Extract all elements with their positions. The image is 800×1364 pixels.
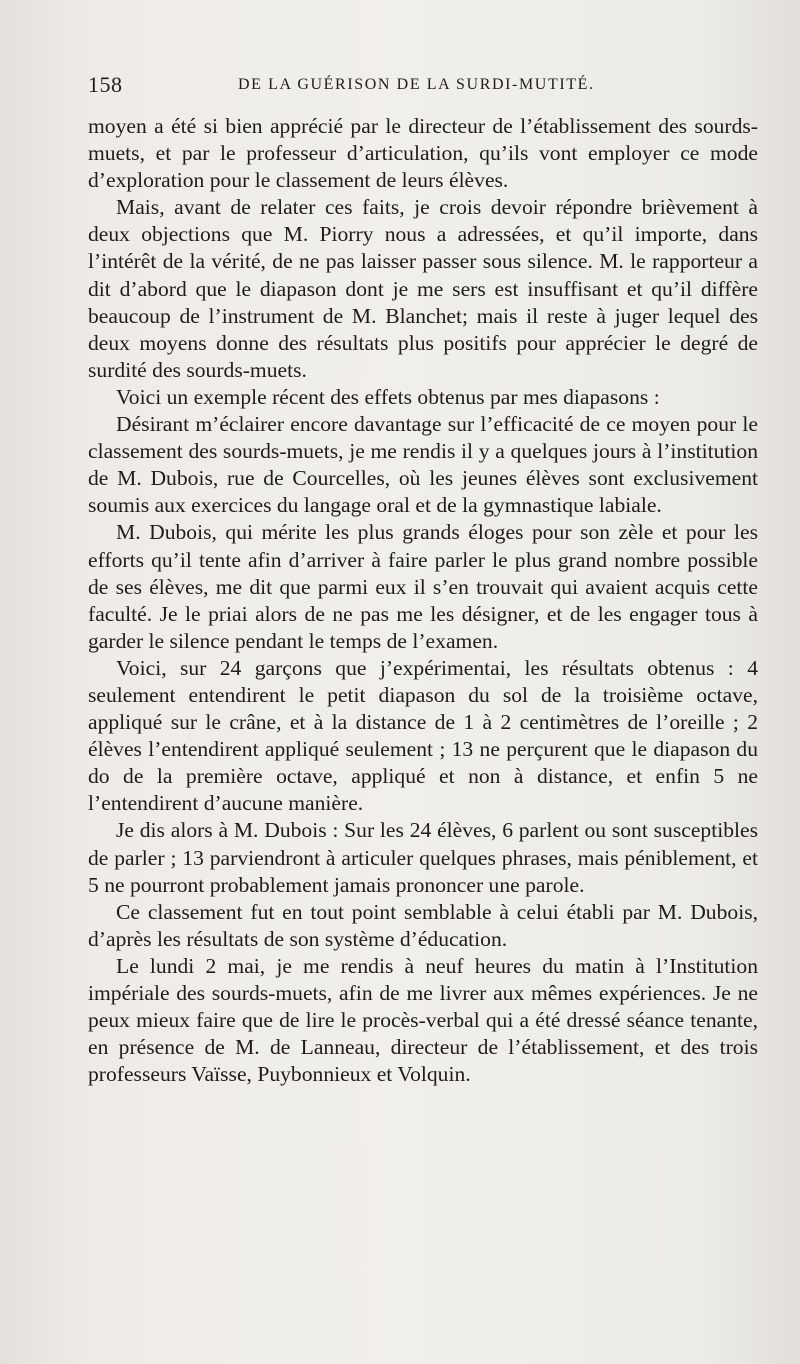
paragraph: Je dis alors à M. Dubois : Sur les 24 élèves, 6 parlent ou sont susceptibles de parler ; 13 parviendront à articuler quelques phrases, mais péniblement, et 5 ne pourront probablement jamais prononcer une parole. [88, 818, 758, 897]
page-number: 158 [88, 72, 123, 97]
paragraph: moyen a été si bien apprécié par le directeur de l’établissement des sourds-muets, et par le professeur d’articulation, qu’ils vont employer ce mode d’exploration pour le classement de leurs élèves. [88, 114, 758, 193]
paragraph: Ce classement fut en tout point semblable à celui établi par M. Dubois, d’après les résultats de son système d’éducation. [88, 899, 758, 951]
running-title: DE LA GUÉRISON DE LA SURDI-MUTITÉ. [238, 76, 595, 93]
paragraph: Désirant m’éclairer encore davantage sur l’efficacité de ce moyen pour le classement des sourds-muets, je me rendis il y a quelques jours à l’institution de M. Dubois, rue de Courcelles, où les jeunes élèves sont exclusivement soumis aux exercices du langage oral et de la gymnastique labiale. [88, 412, 758, 518]
page-header [88, 72, 760, 102]
paragraph: M. Dubois, qui mérite les plus grands éloges pour son zèle et pour les efforts qu’il tente afin d’arriver à faire parler le plus grand nombre possible de ses élèves, me dit que parmi eux il s’en trouvait qui avaient acquis cette faculté. Je le priai alors de ne pas me les désigner, et de les engager tous à garder le silence pendant le temps de l’examen. [88, 520, 758, 653]
body-text [88, 113, 758, 1088]
paragraph: Voici un exemple récent des effets obtenus par mes diapasons : [116, 384, 660, 409]
paragraph: Voici, sur 24 garçons que j’expérimentai, les résultats obtenus : 4 seulement entendirent le petit diapason du sol de la troisième octave, appliqué sur le crâne, et à la distance de 1 à 2 centimètres de l’oreille ; 2 élèves l’entendirent appliqué seulement ; 13 ne perçurent que le diapason du do de la première octave, appliqué et non à distance, et enfin 5 ne l’entendirent d’aucune manière. [88, 655, 758, 816]
paragraph: Mais, avant de relater ces faits, je crois devoir répondre brièvement à deux objections que M. Piorry nous a adressées, et qu’il importe, dans l’intérêt de la vérité, de ne pas laisser passer sous silence. M. le rapporteur a dit d’abord que le diapason dont je me sers est insuffisant et qu’il diffère beaucoup de l’instrument de M. Blanchet; mais il reste à juger lequel des deux moyens donne des résultats plus positifs pour apprécier le degré de surdité des sourds-muets. [88, 195, 758, 382]
paragraph: Le lundi 2 mai, je me rendis à neuf heures du matin à l’Institution impériale des sourds-muets, afin de me livrer aux mêmes expériences. Je ne peux mieux faire que de lire le procès-verbal qui a été dressé séance tenante, en présence de M. de Lanneau, directeur de l’établissement, et des trois professeurs Vaïsse, Puybonnieux et Volquin. [88, 953, 758, 1087]
